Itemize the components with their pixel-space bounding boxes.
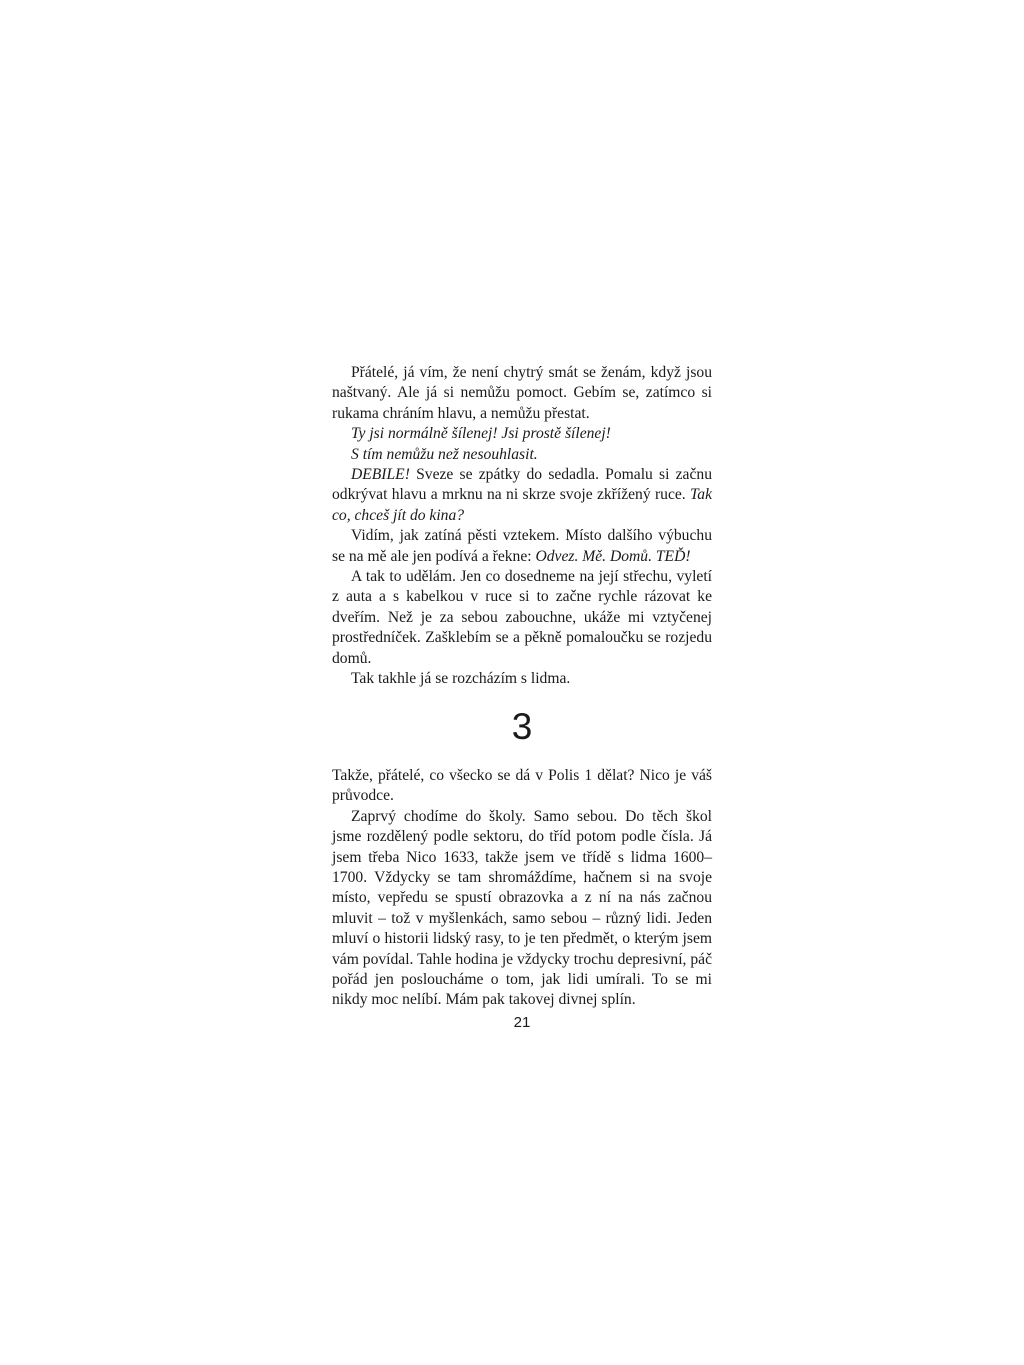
page-number: 21 [513,1014,531,1031]
paragraph-italic [332,424,712,444]
paragraph-italic [332,445,712,465]
paragraph [332,465,712,526]
italic-thought: Tak co, chceš jít do kina? [332,486,712,524]
paragraph-text: Vidím, jak zatíná pěsti vztekem. Místo dalšího výbuchu se na mě ale jen podívá a řekne: [332,527,712,565]
paragraph: Zaprvý chodíme do školy. Samo sebou. Do těch škol jsme rozdělený podle sektoru, do tříd potom podle čísla. Já jsem třeba Nico 1633, takže jsem ve třídě s lidma 1600–1700. Vždycky se tam shromáždíme, hačnem si na svoje místo, vepředu se spustí obrazovka a z ní na nás začnou mluvit – tož v myšlenkách, samo sebou – různý lidi. Jeden mluví o historii lidský rasy, to je ten předmět, o kterým jsem vám povídal. Tahle hodina je vždycky trochu depresivní, páč pořád jen posloucháme o tom, jak lidi umírali. To se mi nikdy moc nelíbí. Mám pak takovej divnej splín. [332,807,712,1009]
chapter-number: 3 [511,706,533,747]
paragraph-text: Sveze se zpátky do sedadla. Pomalu si začnu odkrývat hlavu a mrknu na ni skrze svoje zkřížený ruce. [332,466,712,504]
italic-speech: Odvez. Mě. Domů. TEĎ! [535,547,691,565]
italic-shout: DEBILE! [351,466,410,484]
paragraph: Takže, přátelé, co všecko se dá v Polis 1 dělat? Nico je váš průvodce. [332,767,712,805]
previous-section-text [332,363,712,690]
paragraph [332,526,712,567]
paragraph: Tak takhle já se rozcházím s lidma. [351,670,571,688]
paragraph: A tak to udělám. Jen co dosedneme na její střechu, vyletí z auta a s kabelkou v ruce si to začne rychle rázovat ke dveřím. Než je za sebou zabouchne, ukáže mi vztyčenej prostředníček. Zašklebím se a pěkně pomaloučku se rozjedu domů. [332,568,712,667]
chapter-text [332,766,712,1011]
paragraph: Přátelé, já vím, že není chytrý smát se ženám, když jsou naštvaný. Ale já si nemůžu pomoct. Gebím se, zatímco si rukama chráním hlavu, a nemůžu přestat. [332,364,712,422]
italic-thought: S tím nemůžu než nesouhlasit. [351,445,538,463]
italic-speech: Ty jsi normálně šílenej! Jsi prostě šílenej! [351,425,611,443]
